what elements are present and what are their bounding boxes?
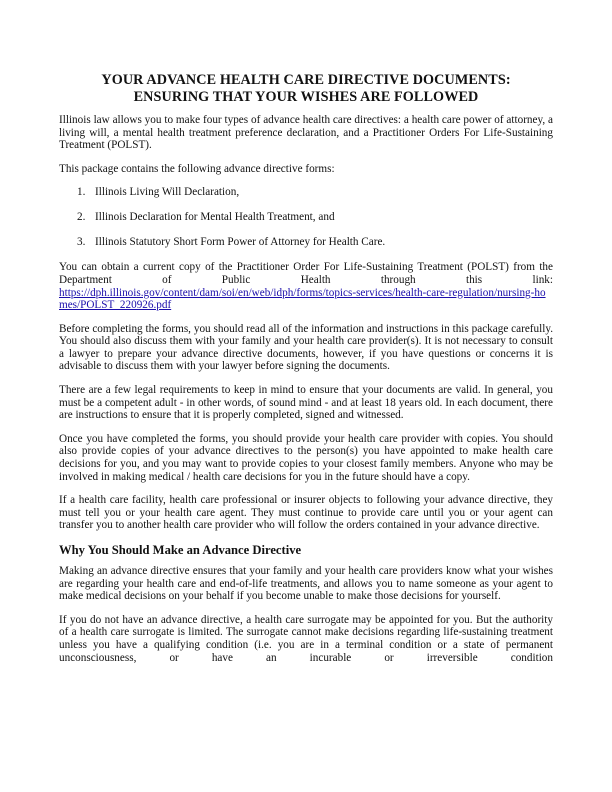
section-heading: Why You Should Make an Advance Directive [59,543,302,558]
intro-paragraph: Illinois law allows you to make four types of advance health care directives: a health care power of attorney, a living will, a mental health treatment preference declaration, and a Practitioner Orders For Life-Sustaining Treatment (POLST). [59,114,553,152]
list-item [59,236,553,249]
list-number: 2. [77,211,86,224]
paragraph-provide-copies: Once you have completed the forms, you should provide your health care provider with copies. You should also provide copies of your advance directives to the person(s) you have appointed to make health care decisions for you, and you may want to provide copies to your closest family members. Anyone who may be involved in making medical / health care decisions for you in the future should have a copy. [59,432,553,483]
list-item-label: Illinois Living Will Declaration, [95,186,240,199]
list-item [59,186,553,199]
list-item [59,211,553,224]
list-number: 1. [77,186,86,199]
document-page [59,72,553,675]
document-title [59,72,553,106]
title-line-1: YOUR ADVANCE HEALTH CARE DIRECTIVE DOCUMENTS: [101,72,511,88]
polst-link-paragraph [59,287,553,312]
polst-link[interactable]: https://dph.illinois.gov/content/dam/soi/en/web/idph/forms/topics-services/health-care-regulation/nursing-homes/POLST_220926.pdf [59,286,546,312]
paragraph-before-completing: Before completing the forms, you should read all of the information and instructions in this package carefully. You should also discuss them with your family and your health care provider(s). It is not necessary to consult a lawyer to prepare your advance directive documents, however, if you have questions or concerns it is advisable to discuss them with your lawyer before signing the documents. [59,322,553,373]
list-number: 3. [77,236,86,249]
package-intro: This package contains the following advance directive forms: [59,162,335,175]
title-line-2: ENSURING THAT YOUR WISHES ARE FOLLOWED [133,89,479,105]
paragraph-surrogate: If you do not have an advance directive, a health care surrogate may be appointed for you. But the authority of a health care surrogate is limited. The surrogate cannot make decisions regarding life-sustaining treatment unless you have a qualifying condition (i.e. you are in a terminal condition or a state of permanent unconsciousness, or have an incurable or irreversible condition [59,613,553,664]
polst-paragraph [59,261,553,286]
polst-text: You can obtain a current copy of the Practitioner Order For Life-Sustaining Treatment (POLST) from the Department of Public Health through this link: [59,261,553,286]
forms-list [59,186,553,249]
list-item-label: Illinois Declaration for Mental Health Treatment, and [95,211,335,224]
paragraph-legal-requirements: There are a few legal requirements to keep in mind to ensure that your documents are valid. In general, you must be a competent adult - in other words, of sound mind - and at least 18 years old. In each document, there are instructions to ensure that it is properly completed, signed and witnessed. [59,384,553,422]
paragraph-why-make-directive: Making an advance directive ensures that your family and your health care providers know what your wishes are regarding your health care and end-of-life treatments, and allows you to name someone as your agent to make medical decisions on your behalf if you become unable to make those decisions for yourself. [59,565,553,603]
paragraph-objections: If a health care facility, health care professional or insurer objects to following your advance directive, they must tell you or your health care agent. They must continue to provide care until you or your agent can transfer you to another health care provider who will follow the orders contained in your advance directive. [59,494,553,532]
list-item-label: Illinois Statutory Short Form Power of Attorney for Health Care. [95,236,386,249]
